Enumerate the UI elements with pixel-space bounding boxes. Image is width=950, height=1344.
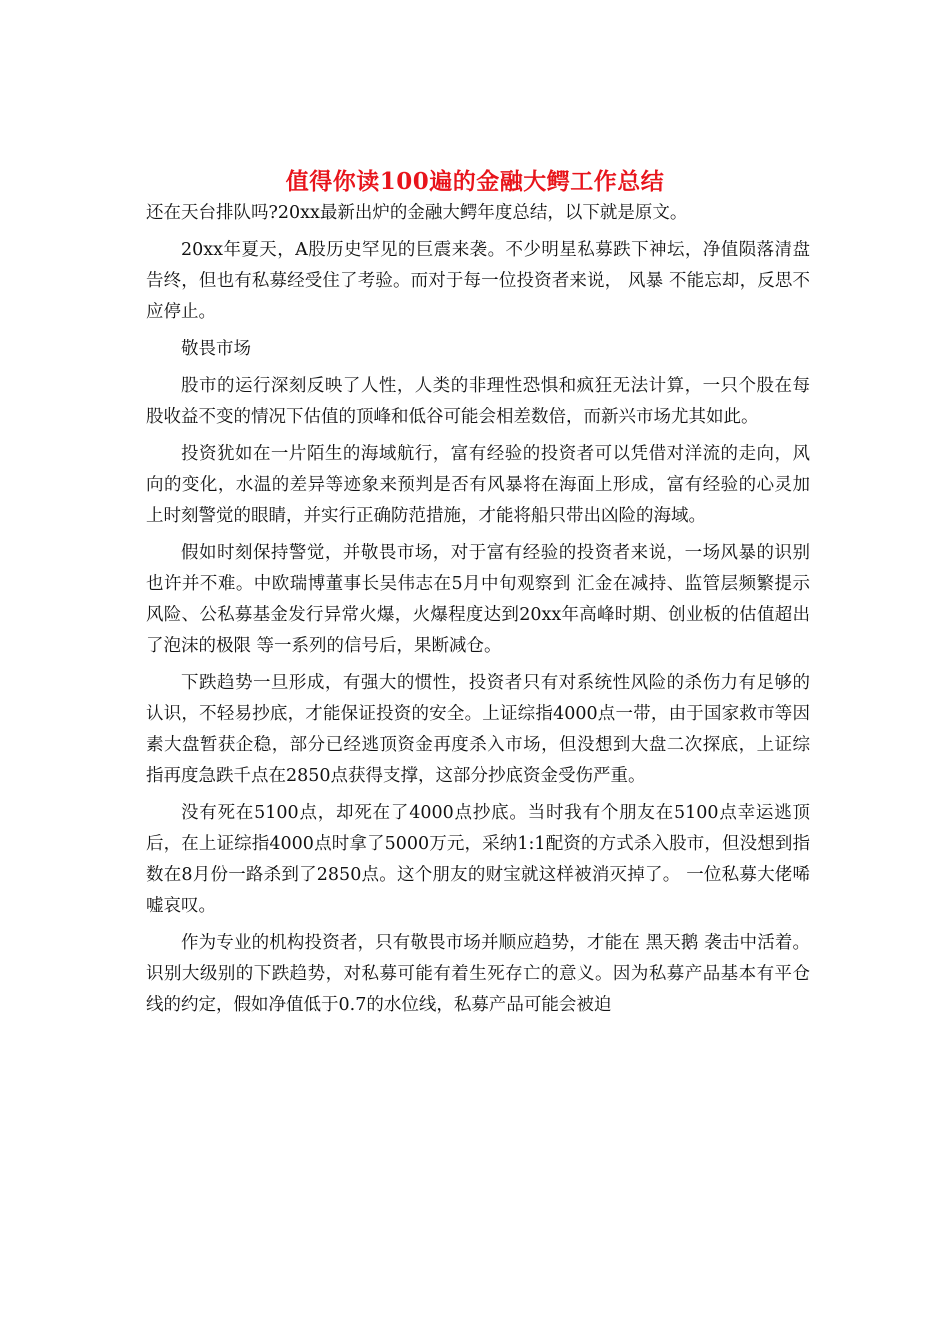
paragraph: 下跌趋势一旦形成，有强大的惯性，投资者只有对系统性风险的杀伤力有足够的认识，不轻易抄底，才能保证投资的安全。上证综指4000点一带，由于国家救市等因素大盘暂获企稳，部分已经逃顶资金再度杀入市场，但没想到大盘二次探底，上证综指再度急跌千点在2850点获得支撑，这部分抄底资金受伤严重。 — [146, 673, 810, 786]
document-title: 值得你读100遍的金融大鳄工作总结 — [285, 168, 665, 196]
section-heading: 敬畏市场 — [181, 339, 251, 359]
document-body — [146, 198, 810, 1021]
paragraph: 投资犹如在一片陌生的海域航行，富有经验的投资者可以凭借对洋流的走向，风向的变化，水温的差异等迹象来预判是否有风暴将在海面上形成，富有经验的心灵加上时刻警觉的眼睛，并实行正确防范措施，才能将船只带出凶险的海域。 — [146, 444, 810, 526]
paragraph: 作为专业的机构投资者，只有敬畏市场并顺应趋势，才能在 黑天鹅 袭击中活着。识别大级别的下跌趋势，对私募可能有着生死存亡的意义。因为私募产品基本有平仓线的约定，假如净值低于0.7的水位线，私募产品可能会被迫 — [146, 933, 810, 1015]
paragraph: 没有死在5100点，却死在了4000点抄底。当时我有个朋友在5100点幸运逃顶后，在上证综指4000点时拿了5000万元，采纳1:1配资的方式杀入股市，但没想到指数在8月份一路杀到了2850点。这个朋友的财宝就这样被消灭掉了。 一位私募大佬唏嘘哀叹。 — [146, 803, 810, 916]
paragraph: 20xx年夏天，A股历史罕见的巨震来袭。不少明星私募跌下神坛，净值陨落清盘告终，但也有私募经受住了考验。而对于每一位投资者来说， 风暴 不能忘却，反思不应停止。 — [146, 240, 810, 322]
paragraph: 股市的运行深刻反映了人性，人类的非理性恐惧和疯狂无法计算，一只个股在每股收益不变的情况下估值的顶峰和低谷可能会相差数倍，而新兴市场尤其如此。 — [146, 376, 810, 427]
paragraph-intro: 还在天台排队吗?20xx最新出炉的金融大鳄年度总结，以下就是原文。 — [146, 203, 688, 223]
paragraph: 假如时刻保持警觉，并敬畏市场，对于富有经验的投资者来说，一场风暴的识别也许并不难。中欧瑞博董事长吴伟志在5月中旬观察到 汇金在减持、监管层频繁提示风险、公私募基金发行异常火爆，火爆程度达到20xx年高峰时期、创业板的估值超出了泡沫的极限 等一系列的信号后，果断减仓。 — [146, 543, 810, 656]
